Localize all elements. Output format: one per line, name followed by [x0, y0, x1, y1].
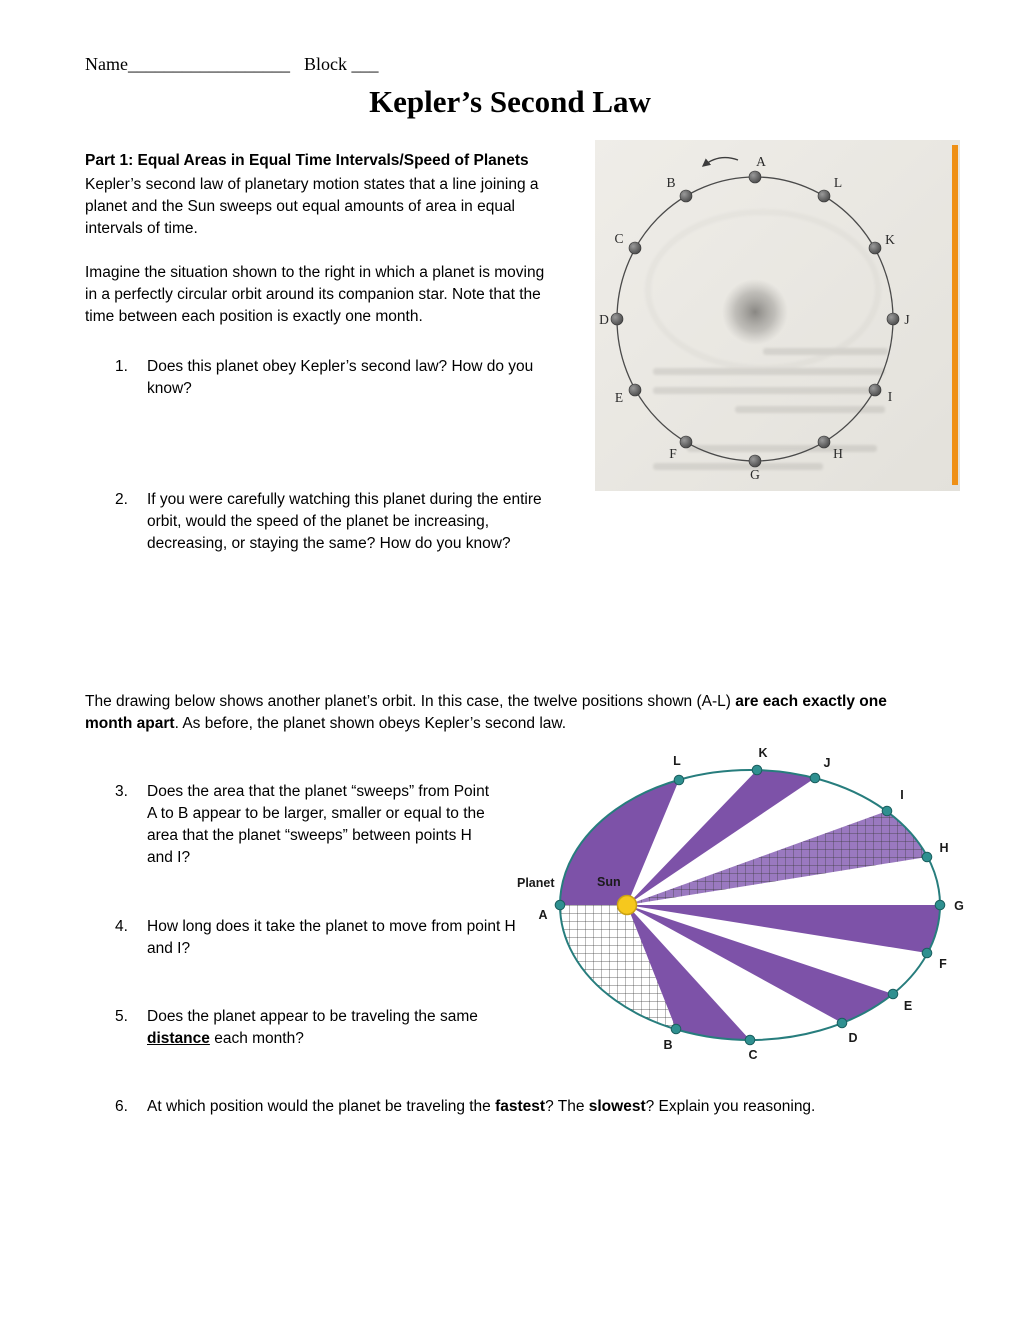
question-2-text: If you were carefully watching this planet during the entire orbit, would the speed of the planet be increasing, decreasing, or staying the same? How do you know?	[147, 491, 542, 552]
ellipse-position-label: B	[663, 1038, 673, 1052]
q6-seg3: ? Explain you reasoning.	[645, 1098, 816, 1115]
q6-fastest-bold: fastest	[495, 1098, 546, 1115]
question-6	[115, 1096, 939, 1118]
ellipse-position-label: K	[758, 746, 768, 760]
question-4	[115, 916, 517, 960]
orbit-position-dot-K	[869, 242, 881, 254]
sun-dot	[618, 896, 637, 915]
question-4-number: 4.	[115, 918, 128, 935]
ellipse-position-dot-D	[837, 1018, 847, 1028]
ellipse-position-dot-H	[922, 852, 932, 862]
orbit-position-dot-L	[818, 190, 830, 202]
orbit-position-dot-F	[680, 436, 692, 448]
question-3-text: Does the area that the planet “sweeps” from Point A to B appear to be larger, smaller or equal to the area that the planet “sweeps” between points H and I?	[147, 783, 490, 866]
ellipse-position-label: H	[939, 841, 949, 855]
orbit-position-label: J	[904, 312, 910, 327]
orbit-position-dot-I	[869, 384, 881, 396]
orbit-position-label: C	[614, 231, 624, 246]
central-star-blob	[722, 279, 788, 345]
intro-bold: are each exactly one month apart	[85, 693, 887, 732]
orbit-position-dot-D	[611, 313, 623, 325]
orbit-position-label: A	[756, 154, 766, 169]
intro-seg2: . As before, the planet shown obeys Kepler’s second law.	[174, 715, 567, 732]
ellipse-position-dot-A	[555, 900, 565, 910]
ellipse-position-dot-I	[882, 806, 892, 816]
q6-seg2: ? The	[545, 1098, 589, 1115]
question-2-number: 2.	[115, 491, 128, 508]
orbit-position-label: K	[885, 232, 895, 247]
question-6-number: 6.	[115, 1098, 128, 1115]
orbit-position-label: L	[833, 175, 843, 190]
ellipse-position-dot-G	[935, 900, 945, 910]
question-1-text: Does this planet obey Kepler’s second law? How do you know?	[147, 358, 534, 397]
ellipse-position-label: D	[848, 1031, 858, 1045]
scan-orange-stripe	[952, 145, 958, 485]
orbit-position-label: E	[614, 390, 624, 405]
ellipse-position-label: J	[823, 756, 831, 770]
page-title: Kepler’s Second Law	[369, 84, 651, 119]
orbit-position-label: I	[887, 389, 893, 404]
question-5-text	[147, 1006, 483, 1050]
swept-area-sector-HI-hatch	[627, 811, 927, 905]
ellipse-position-label: I	[900, 788, 904, 802]
q5-seg2: each month?	[209, 1030, 304, 1047]
ellipse-position-label: A	[538, 908, 548, 922]
part1-paragraph-2: Imagine the situation shown to the right in which a planet is moving in a perfectly circular orbit around its companion star. Note that the time between each position is exactly one month.	[85, 264, 545, 325]
orbit-position-label: G	[750, 467, 760, 482]
orbit-position-dot-J	[887, 313, 899, 325]
orbit-position-dot-B	[680, 190, 692, 202]
ellipse-position-label: G	[954, 899, 964, 913]
part1-heading: Part 1: Equal Areas in Equal Time Intervals/Speed of Planets	[85, 152, 529, 169]
part2-intro-paragraph	[85, 691, 927, 735]
ellipse-position-dot-K	[752, 765, 762, 775]
orbit-position-dot-H	[818, 436, 830, 448]
part1-paragraph-1: Kepler’s second law of planetary motion states that a line joining a planet and the Sun sweeps out equal amounts of area in equal intervals of time.	[85, 176, 539, 237]
question-3	[115, 781, 499, 869]
ellipse-position-label: E	[903, 999, 913, 1013]
orbit-position-dot-C	[629, 242, 641, 254]
question-1	[115, 356, 565, 400]
sun-label: Sun	[597, 875, 621, 889]
ellipse-position-dot-B	[671, 1024, 681, 1034]
orbit-position-label: D	[599, 312, 609, 327]
q6-slowest-bold: slowest	[588, 1098, 646, 1115]
intro-seg1: The drawing below shows another planet’s orbit. In this case, the twelve positions shown (A-L)	[85, 693, 736, 710]
orbit-position-dot-A	[749, 171, 761, 183]
question-5	[115, 1006, 483, 1050]
q5-seg1: Does the planet appear to be traveling the same	[147, 1008, 478, 1025]
orbit-position-label: H	[833, 446, 843, 461]
ellipse-position-dot-L	[674, 775, 684, 785]
name-blank: Name__________________	[85, 54, 290, 74]
ellipse-position-dot-F	[922, 948, 932, 958]
elliptical-orbit-figure	[505, 737, 975, 1072]
ellipse-position-label: C	[748, 1048, 758, 1062]
question-4-text: How long does it take the planet to move from point H and I?	[147, 918, 516, 957]
block-blank: Block ___	[303, 54, 379, 74]
question-3-number: 3.	[115, 783, 128, 800]
question-5-number: 5.	[115, 1008, 128, 1025]
q6-seg1: At which position would the planet be traveling the	[147, 1098, 496, 1115]
ellipse-position-dot-E	[888, 989, 898, 999]
header-line	[85, 54, 378, 75]
ellipse-position-dot-C	[745, 1035, 755, 1045]
question-1-number: 1.	[115, 358, 128, 375]
ellipse-position-label: L	[673, 754, 681, 768]
planet-label: Planet	[517, 876, 555, 890]
orbit-position-dot-G	[749, 455, 761, 467]
question-6-text	[147, 1096, 939, 1118]
question-2	[115, 489, 549, 555]
ellipse-position-label: F	[939, 957, 947, 971]
ellipse-position-dot-J	[810, 773, 820, 783]
circular-orbit-figure	[595, 140, 960, 491]
orbit-position-label: B	[666, 175, 676, 190]
q5-distance-bold: distance	[147, 1030, 210, 1047]
orbit-position-label: F	[669, 446, 677, 461]
orbit-position-dot-E	[629, 384, 641, 396]
